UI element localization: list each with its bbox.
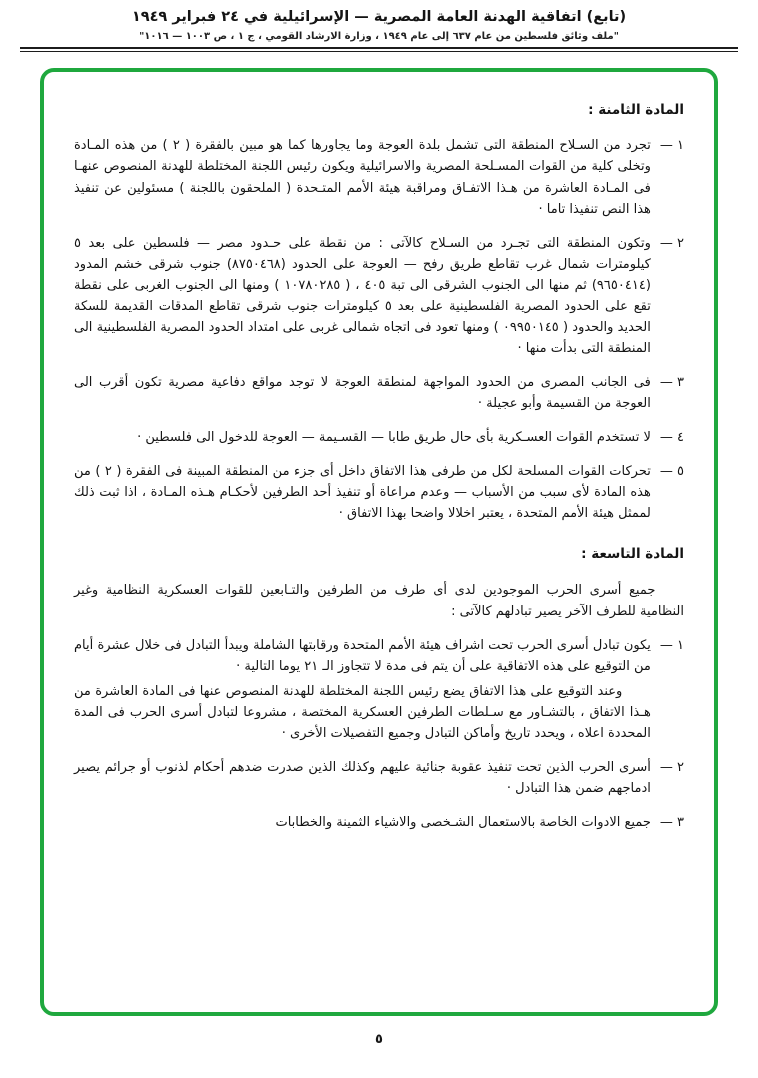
list-item xyxy=(74,757,684,799)
list-item xyxy=(74,233,684,359)
item-text xyxy=(74,372,651,414)
source-citation: "ملف وثائق فلسطين من عام ٦٣٧ إلى عام ١٩٤٩ ، وزارة الارشاد القومي ، ج ١ ، ص ١٠٠٣ — ١٠١٦" xyxy=(139,30,619,42)
item-text xyxy=(74,635,651,744)
item-text xyxy=(74,812,651,833)
item-number: ٢ — xyxy=(659,235,684,251)
list-item xyxy=(74,461,684,524)
item-number: ١ — xyxy=(659,138,684,154)
item-paragraph: تجرد من السـلاح المنطقة التى تشمل بلدة العوجة وما يجاورها كما هو مبين بالفقرة ( ٢ ) من هذه المـادة وتخلى كلية من القوات المسـلحة المصرية والاسرائيلية ويكون رئيس اللجنة المختلطة للهدنة المنصوص عنهـا فى المـادة العاشرة من هـذا الاتفـاق ومراقبة هيئة الأمم المتـحدة ( الملحقون باللجنة ) مسئولين عن تنفيذ هذا النص تنفيذا تاما · xyxy=(74,138,651,217)
item-paragraph: لا تستخدم القوات العسـكرية بأى حال طريق طابا — القسـيمة — العوجة للدخول الى فلسطين · xyxy=(137,429,651,445)
item-number: ٣ — xyxy=(659,815,684,831)
item-paragraph: فى الجانب المصرى من الحدود المواجهة لمنطقة العوجة لا توجد مواقع دفاعية مصرية تكون أقرب الى العوجة من القسيمة وأبو عجيلة · xyxy=(74,374,651,411)
list-item xyxy=(74,372,684,414)
item-text xyxy=(74,427,651,448)
item-paragraph: وتكون المنطقة التى تجـرد من السـلاح كالآتى : من نقطة على حـدود مصر — فلسطين على بعد ٥ كيلومترات شمال غرب تقاطع طريق رفح — العوجة على الحدود (٨٧٥٠٤٦٨) جنوب شرقى خشم المدود (٩٦٥٠٤١٤) ثم منها الى الجنوب الشرقى الى تبة ٤٠٥ ، ( ١٠٧٨٠٢٨٥ ) ومنها الى الجنوب الغربى على نقطة تقع على الحدود المصرية الفلسطينية على بعد ٥ كيلومترات جنوب شرقى تقاطع المدقات القديمة للسكة الحديد والحدود ( ٠٩٩٥٠١٤٥ ) ومنها تعود فى اتجاه شمالى غربى على امتداد الحدود المصرية الفلسطينية الى المنطقة التى بدأت منها · xyxy=(74,235,651,356)
item-paragraph: يكون تبادل أسرى الحرب تحت اشراف هيئة الأمم المتحدة ورقابتها الشاملة ويبدأ التبادل فى خلال عشرة أيام من التوقيع على هذه الاتفاقية على أن يتم فى مدة لا تتجاوز الـ ٢١ يوما التالية · xyxy=(74,638,651,675)
item-paragraph: وعند التوقيع على هذا الاتفاق يضع رئيس اللجنة المختلطة للهدنة المنصوص عنها فى المادة العاشرة من هـذا الاتفاق ، بالتشـاور مع سـلطات الطرفين العسكرية المختصة ، مشروعا لتبادل أسرى الحرب فى المدة المحددة اعلاه ، ويحدد تاريخ وأماكن التبادل وجميع التفصيلات الأخرى · xyxy=(74,684,651,742)
item-text xyxy=(74,233,651,359)
page-footer xyxy=(0,1032,758,1047)
document-title: (تابع) اتفاقية الهدنة العامة المصرية — الإسرائيلية في ٢٤ فبراير ١٩٤٩ xyxy=(131,9,627,25)
header-divider xyxy=(20,47,738,52)
page-number: ٥ xyxy=(375,1031,383,1047)
item-number: ٣ — xyxy=(659,374,684,390)
list-item xyxy=(74,135,684,219)
item-paragraph: تحركات القوات المسلحة لكل من طرفى هذا الاتفاق داخل أى جزء من المنطقة المبينة فى الفقرة ( ٢ ) من هذه المادة لأى سبب من الأسباب — وعدم مراعاة أو تنفيذ أحد الطرفين لأحكـام هـذه المـادة ، اذا ثبت ذلك لممثل هيئة الأمم المتحدة ، يعتبر اخلالا واضحا بهذا الاتفاق · xyxy=(74,464,651,522)
list-item xyxy=(74,427,684,448)
list-item xyxy=(74,812,684,833)
item-number: ١ — xyxy=(659,638,684,654)
item-paragraph: جميع الادوات الخاصة بالاستعمال الشـخصى والاشياء الثمينة والخطابات xyxy=(275,815,651,831)
item-number: ٥ — xyxy=(659,464,684,480)
item-text xyxy=(74,757,651,799)
document-body-frame xyxy=(40,68,718,1016)
list-item xyxy=(74,635,684,744)
article-8-heading: المادة الثامنة : xyxy=(588,101,684,118)
document-content xyxy=(74,100,684,834)
item-paragraph: أسرى الحرب الذين تحت تنفيذ عقوبة جنائية عليهم وكذلك الذين صدرت ضدهم أحكام لذنوب أو جرائم يصير ادماجهم ضمن هذا التبادل · xyxy=(74,760,651,797)
article-9-heading: المادة التاسعة : xyxy=(581,546,684,563)
article-9-intro: جميع أسرى الحرب الموجودين لدى أى طرف من الطرفين والتـابعين للقوات العسكرية النظامية وغير النظامية للطرف الآخر يصير تبادلهم كالآتى : xyxy=(74,583,684,620)
item-number: ٤ — xyxy=(659,429,684,445)
page-header xyxy=(0,8,758,52)
item-text xyxy=(74,135,651,219)
item-number: ٢ — xyxy=(659,760,684,776)
item-text xyxy=(74,461,651,524)
